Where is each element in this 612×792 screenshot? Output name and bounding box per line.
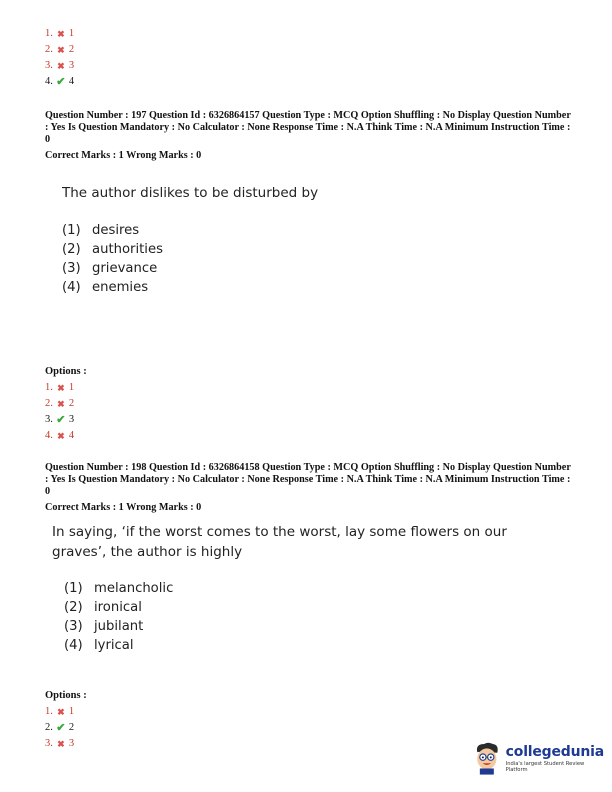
option-value: 1 <box>68 706 75 717</box>
logo-text-block <box>506 744 604 773</box>
question-198-options <box>45 704 74 752</box>
option-number: 3. <box>45 738 53 749</box>
choice-number: (2) <box>62 242 81 257</box>
question-198-choices <box>64 579 173 655</box>
choice-text: ironical <box>94 600 142 615</box>
choice-number: (2) <box>64 600 83 615</box>
option-number: 3. <box>45 60 53 71</box>
choice-text: grievance <box>92 261 158 276</box>
choice-number: (1) <box>62 223 81 238</box>
option-number: 2. <box>45 44 53 55</box>
choice-item <box>62 221 163 240</box>
question-197-marks: Correct Marks : 1 Wrong Marks : 0 <box>45 150 202 161</box>
check-icon: ✔ <box>56 76 66 88</box>
option-number: 2. <box>45 398 53 409</box>
option-value: 4 <box>68 76 75 87</box>
choice-number: (4) <box>64 638 83 653</box>
question-197-meta: Question Number : 197 Question Id : 6326864157 Question Type : MCQ Option Shuffling : No Display Question Number : Yes Is Question Mandatory : No Calculator : None Response Time : N.A Think Time : N.A Minimum Instruction Time : 0 <box>45 110 571 146</box>
option-row <box>45 412 74 428</box>
choice-item <box>64 579 173 598</box>
option-number: 2. <box>45 722 53 733</box>
cross-icon: ✖ <box>57 383 65 393</box>
option-value: 2 <box>68 398 75 409</box>
logo-tagline: India's largest Student Review Platform <box>505 760 585 773</box>
cross-icon: ✖ <box>57 707 65 717</box>
collegedunia-logo <box>472 738 604 778</box>
choice-text: authorities <box>92 242 163 257</box>
choice-number: (3) <box>62 261 81 276</box>
option-number: 3. <box>45 414 53 425</box>
cross-icon: ✖ <box>57 399 65 409</box>
question-197-options <box>45 380 74 444</box>
option-value: 3 <box>68 738 75 749</box>
option-row <box>45 396 74 412</box>
choice-item <box>64 598 173 617</box>
question-198-meta: Question Number : 198 Question Id : 6326864158 Question Type : MCQ Option Shuffling : No Display Question Number : Yes Is Question Mandatory : No Calculator : None Response Time : N.A Think Time : N.A Minimum Instruction Time : 0 <box>45 462 571 498</box>
choice-text: melancholic <box>94 581 174 596</box>
choice-item <box>64 636 173 655</box>
cross-icon: ✖ <box>57 739 65 749</box>
option-row <box>45 704 74 720</box>
option-row <box>45 58 74 74</box>
option-value: 4 <box>68 430 75 441</box>
option-row <box>45 428 74 444</box>
mascot-face-icon <box>472 739 502 777</box>
question-197-text: The author dislikes to be disturbed by <box>62 185 319 201</box>
check-icon: ✔ <box>56 722 66 734</box>
choice-item <box>62 259 163 278</box>
cross-icon: ✖ <box>57 61 65 71</box>
option-number: 4. <box>45 430 53 441</box>
option-value: 3 <box>68 60 75 71</box>
option-number: 4. <box>45 76 53 87</box>
choice-item <box>62 278 163 297</box>
choice-text: lyrical <box>94 638 134 653</box>
option-row <box>45 720 74 736</box>
choice-number: (4) <box>62 280 81 295</box>
question-198-marks: Correct Marks : 1 Wrong Marks : 0 <box>45 502 202 513</box>
choice-text: desires <box>92 223 140 238</box>
choice-number: (1) <box>64 581 83 596</box>
question-197-choices <box>62 221 163 297</box>
option-value: 3 <box>68 414 75 425</box>
cross-icon: ✖ <box>57 45 65 55</box>
cross-icon: ✖ <box>57 29 65 39</box>
option-value: 2 <box>68 44 75 55</box>
choice-item <box>62 240 163 259</box>
question-198-line-1: In saying, ‘if the worst comes to the worst, lay some flowers on our <box>52 524 507 540</box>
choice-text: enemies <box>92 280 149 295</box>
option-number: 1. <box>45 382 53 393</box>
previous-question-options <box>45 26 74 90</box>
option-row <box>45 74 74 90</box>
question-197-options-label: Options : <box>45 366 87 377</box>
question-198-line-2: graves’, the author is highly <box>52 543 243 560</box>
logo-name: collegedunia <box>505 743 604 760</box>
option-number: 1. <box>45 706 53 717</box>
choice-number: (3) <box>64 619 83 634</box>
option-value: 2 <box>68 722 75 733</box>
question-198-options-label: Options : <box>45 690 87 701</box>
question-198-text <box>52 523 507 562</box>
choice-item <box>64 617 173 636</box>
option-value: 1 <box>68 382 75 393</box>
option-row <box>45 42 74 58</box>
check-icon: ✔ <box>56 414 66 426</box>
option-number: 1. <box>45 28 53 39</box>
option-row <box>45 736 74 752</box>
choice-text: jubilant <box>94 619 144 634</box>
option-row <box>45 380 74 396</box>
option-row <box>45 26 74 42</box>
cross-icon: ✖ <box>57 431 65 441</box>
option-value: 1 <box>68 28 75 39</box>
